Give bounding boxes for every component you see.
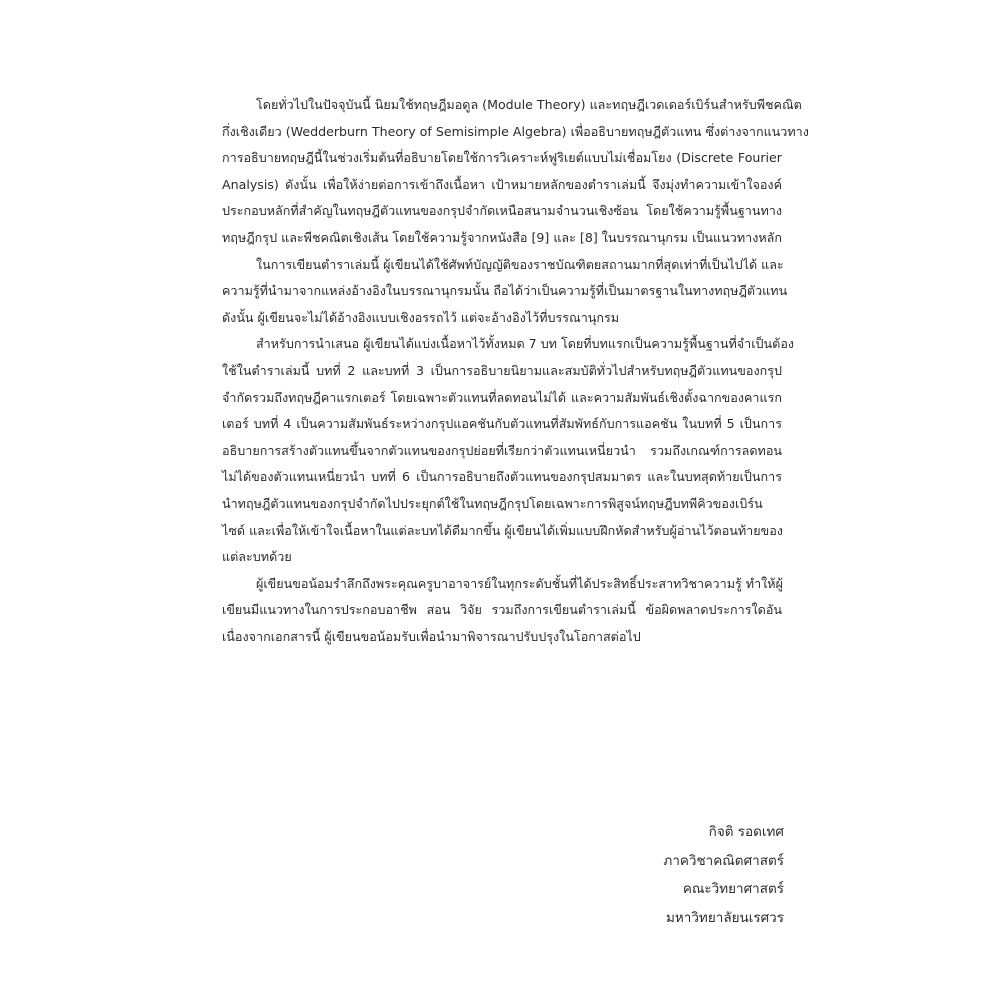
author-faculty: คณะวิทยาศาสตร์	[682, 881, 784, 897]
text-line: ความรู้ที่นำมาจากแหล่งอ้างอิงในบรรณานุกรมนั้น ถือได้ว่าเป็นความรู้ที่เป็นมาตรฐานในทางทฤษฎีตัวแทน	[222, 283, 788, 299]
text-line: อธิบายการสร้างตัวแทนขึ้นจากตัวแทนของกรุปย่อยที่เรียกว่าตัวแทนเหนี่ยวนำ รวมถึงเกณฑ์การลดทอน	[222, 442, 782, 458]
paragraph-4	[222, 571, 782, 651]
text-line: สำหรับการนำเสนอ ผู้เขียนได้แบ่งเนื้อหาไว้ทั้งหมด 7 บท โดยที่บทแรกเป็นความรู้พื้นฐานที่จำเป็นต้อง	[256, 336, 795, 352]
preface-body	[222, 92, 809, 650]
text-line: ไม่ได้ของตัวแทนเหนี่ยวนำ บทที่ 6 เป็นการอธิบายถึงตัวแทนของกรุปสมมาตร และในบทสุดท้ายเป็นการ	[222, 469, 782, 485]
text-line: ใช้ในตำราเล่มนี้ บทที่ 2 และบทที่ 3 เป็นการอธิบายนิยามและสมบัติทั่วไปสำหรับทฤษฎีตัวแทนของกรุป	[222, 362, 782, 378]
text-line: ทฤษฎีกรุป และพีชคณิตเชิงเส้น โดยใช้ความรู้จากหนังสือ [9] และ [8] ในบรรณานุกรม เป็นแนวทางหลัก	[222, 229, 782, 245]
text-line: ประกอบหลักที่สำคัญในทฤษฎีตัวแทนของกรุปจำกัดเหนือสนามจำนวนเชิงซ้อน โดยใช้ความรู้พื้นฐานทาง	[222, 203, 782, 219]
author-signature-block	[663, 818, 784, 932]
text-line: การอธิบายทฤษฎีนี้ในช่วงเริ่มต้นที่อธิบายโดยใช้การวิเคราะห์ฟูริเยต์แบบไม่เชื่อมโยง (Discrete Fourier	[222, 150, 782, 166]
text-line: เนื่องจากเอกสารนี้ ผู้เขียนขอน้อมรับเพื่อนำมาพิจารณาปรับปรุงในโอกาสต่อไป	[222, 628, 641, 644]
text-line: ดังนั้น ผู้เขียนจะไม่ได้อ้างอิงแบบเชิงอรรถไว้ แต่จะอ้างอิงไว้ที่บรรณานุกรม	[222, 309, 620, 325]
text-line: เขียนมีแนวทางในการประกอบอาชีพ สอน วิจัย รวมถึงการเขียนตำราเล่มนี้ ข้อผิดพลาดประการใดอัน	[222, 602, 782, 618]
paragraph-2	[222, 252, 788, 332]
paragraph-3	[222, 331, 795, 570]
text-line: โดยทั่วไปในปัจจุบันนี้ นิยมใช้ทฤษฎีมอดูล (Module Theory) และทฤษฎีเวดเดอร์เบิร์นสำหรับพีชคณิต	[256, 97, 802, 112]
author-university: มหาวิทยาลัยนเรศวร	[665, 909, 784, 926]
text-line: ไซด์ และเพื่อให้เข้าใจเนื้อหาในแต่ละบทได้ดีมากขึ้น ผู้เขียนได้เพิ่มแบบฝึกหัดสำหรับผู้อ่านไว้ตอนท้ายของ	[222, 522, 783, 538]
text-line: Analysis) ดังนั้น เพื่อให้ง่ายต่อการเข้าถึงเนื้อหา เป้าหมายหลักของตำราเล่มนี้ จึงมุ่งทำความเข้าใจองค์	[222, 176, 782, 192]
author-name: กิจติ รอดเทศ	[708, 824, 784, 840]
text-line: ผู้เขียนขอน้อมรำลึกถึงพระคุณครูบาอาจารย์ในทุกระดับชั้นที่ได้ประสิทธิ์ประสาทวิชาความรู้ ทำให้ผู้	[256, 575, 783, 591]
text-line: กึ่งเชิงเดียว (Wedderburn Theory of Semisimple Algebra) เพื่ออธิบายทฤษฎีตัวแทน ซึ่งต่างจากแนวทาง	[222, 123, 809, 139]
paragraph-1	[222, 92, 809, 252]
text-line: ในการเขียนตำราเล่มนี้ ผู้เขียนได้ใช้ศัพท์บัญญัติของราชบัณฑิตยสถานมากที่สุดเท่าที่เป็นไปได้ และ	[256, 256, 784, 272]
author-department: ภาควิชาคณิตศาสตร์	[663, 852, 784, 869]
text-line: แต่ละบทด้วย	[222, 549, 292, 565]
text-line: จำกัดรวมถึงทฤษฎีคาแรกเตอร์ โดยเฉพาะตัวแทนที่ลดทอนไม่ได้ และความสัมพันธ์เชิงตั้งฉากของคาแรก	[222, 389, 782, 405]
text-line: นำทฤษฎีตัวแทนของกรุปจำกัดไปประยุกต์ใช้ในทฤษฎีกรุปโดยเฉพาะการพิสูจน์ทฤษฎีบทพีคิวของเบิร์น	[222, 495, 763, 511]
text-line: เตอร์ บทที่ 4 เป็นความสัมพันธ์ระหว่างกรุปแอคชันกับตัวแทนที่สัมพัทธ์กับการแอคชัน ในบทที่ 5 เป็นการ	[222, 416, 782, 432]
